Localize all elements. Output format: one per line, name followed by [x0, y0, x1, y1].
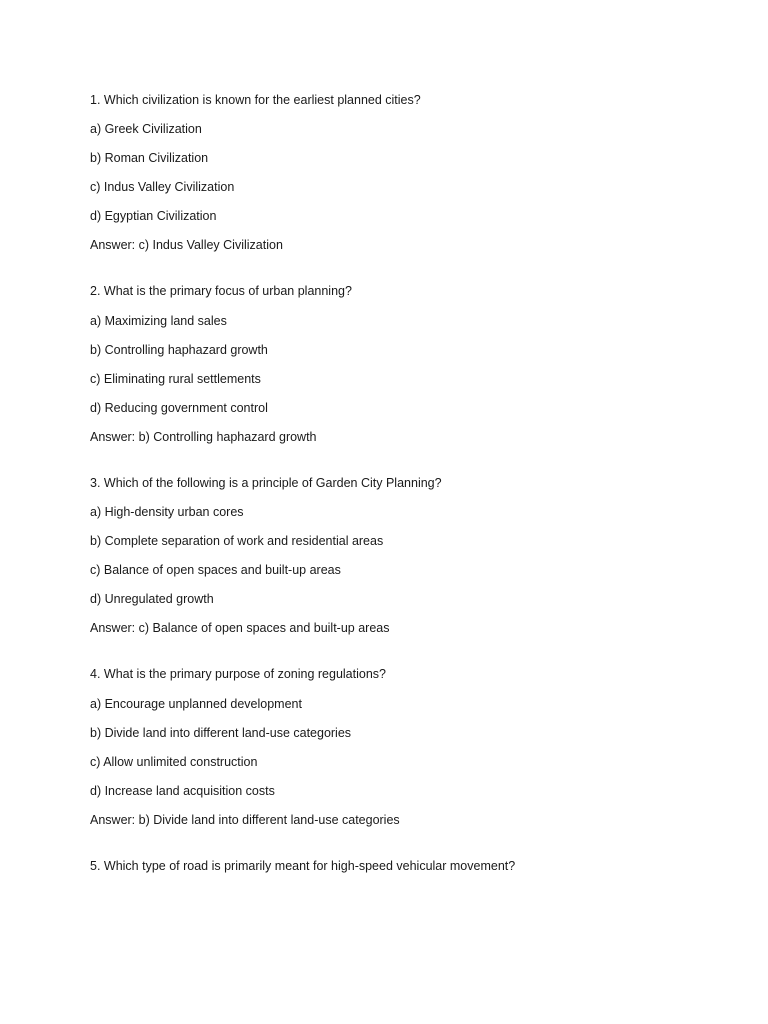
question-block-5	[90, 858, 730, 875]
question-text: 5. Which type of road is primarily meant for high-speed vehicular movement?	[90, 858, 516, 873]
question-block-2	[90, 283, 730, 445]
question-text: 3. Which of the following is a principle of Garden City Planning?	[90, 475, 442, 490]
answer-text: Answer: c) Indus Valley Civilization	[90, 238, 283, 253]
quiz-content	[90, 92, 730, 887]
answer-text: Answer: b) Divide land into different land-use categories	[90, 812, 400, 827]
answer-text: Answer: c) Balance of open spaces and built-up areas	[90, 621, 390, 636]
option-d: d) Increase land acquisition costs	[90, 783, 275, 798]
option-b: b) Complete separation of work and residential areas	[90, 534, 384, 549]
question-block-4	[90, 666, 730, 828]
option-a: a) Maximizing land sales	[90, 313, 227, 328]
option-c: c) Balance of open spaces and built-up areas	[90, 563, 341, 578]
option-c: c) Eliminating rural settlements	[90, 371, 261, 386]
option-b: b) Controlling haphazard growth	[90, 342, 268, 357]
question-block-3	[90, 475, 730, 637]
option-b: b) Divide land into different land-use categories	[90, 725, 352, 740]
answer-text: Answer: b) Controlling haphazard growth	[90, 429, 317, 444]
option-b: b) Roman Civilization	[90, 151, 209, 166]
option-d: d) Reducing government control	[90, 400, 268, 415]
question-text: 1. Which civilization is known for the earliest planned cities?	[90, 93, 421, 107]
option-d: d) Egyptian Civilization	[90, 209, 217, 224]
option-c: c) Indus Valley Civilization	[90, 180, 235, 195]
question-text: 2. What is the primary focus of urban planning?	[90, 284, 352, 299]
option-c: c) Allow unlimited construction	[90, 754, 258, 769]
question-text: 4. What is the primary purpose of zoning regulations?	[90, 667, 386, 682]
option-d: d) Unregulated growth	[90, 592, 214, 607]
question-block-1	[90, 92, 730, 254]
option-a: a) Greek Civilization	[90, 122, 202, 137]
option-a: a) High-density urban cores	[90, 505, 244, 520]
option-a: a) Encourage unplanned development	[90, 696, 302, 711]
